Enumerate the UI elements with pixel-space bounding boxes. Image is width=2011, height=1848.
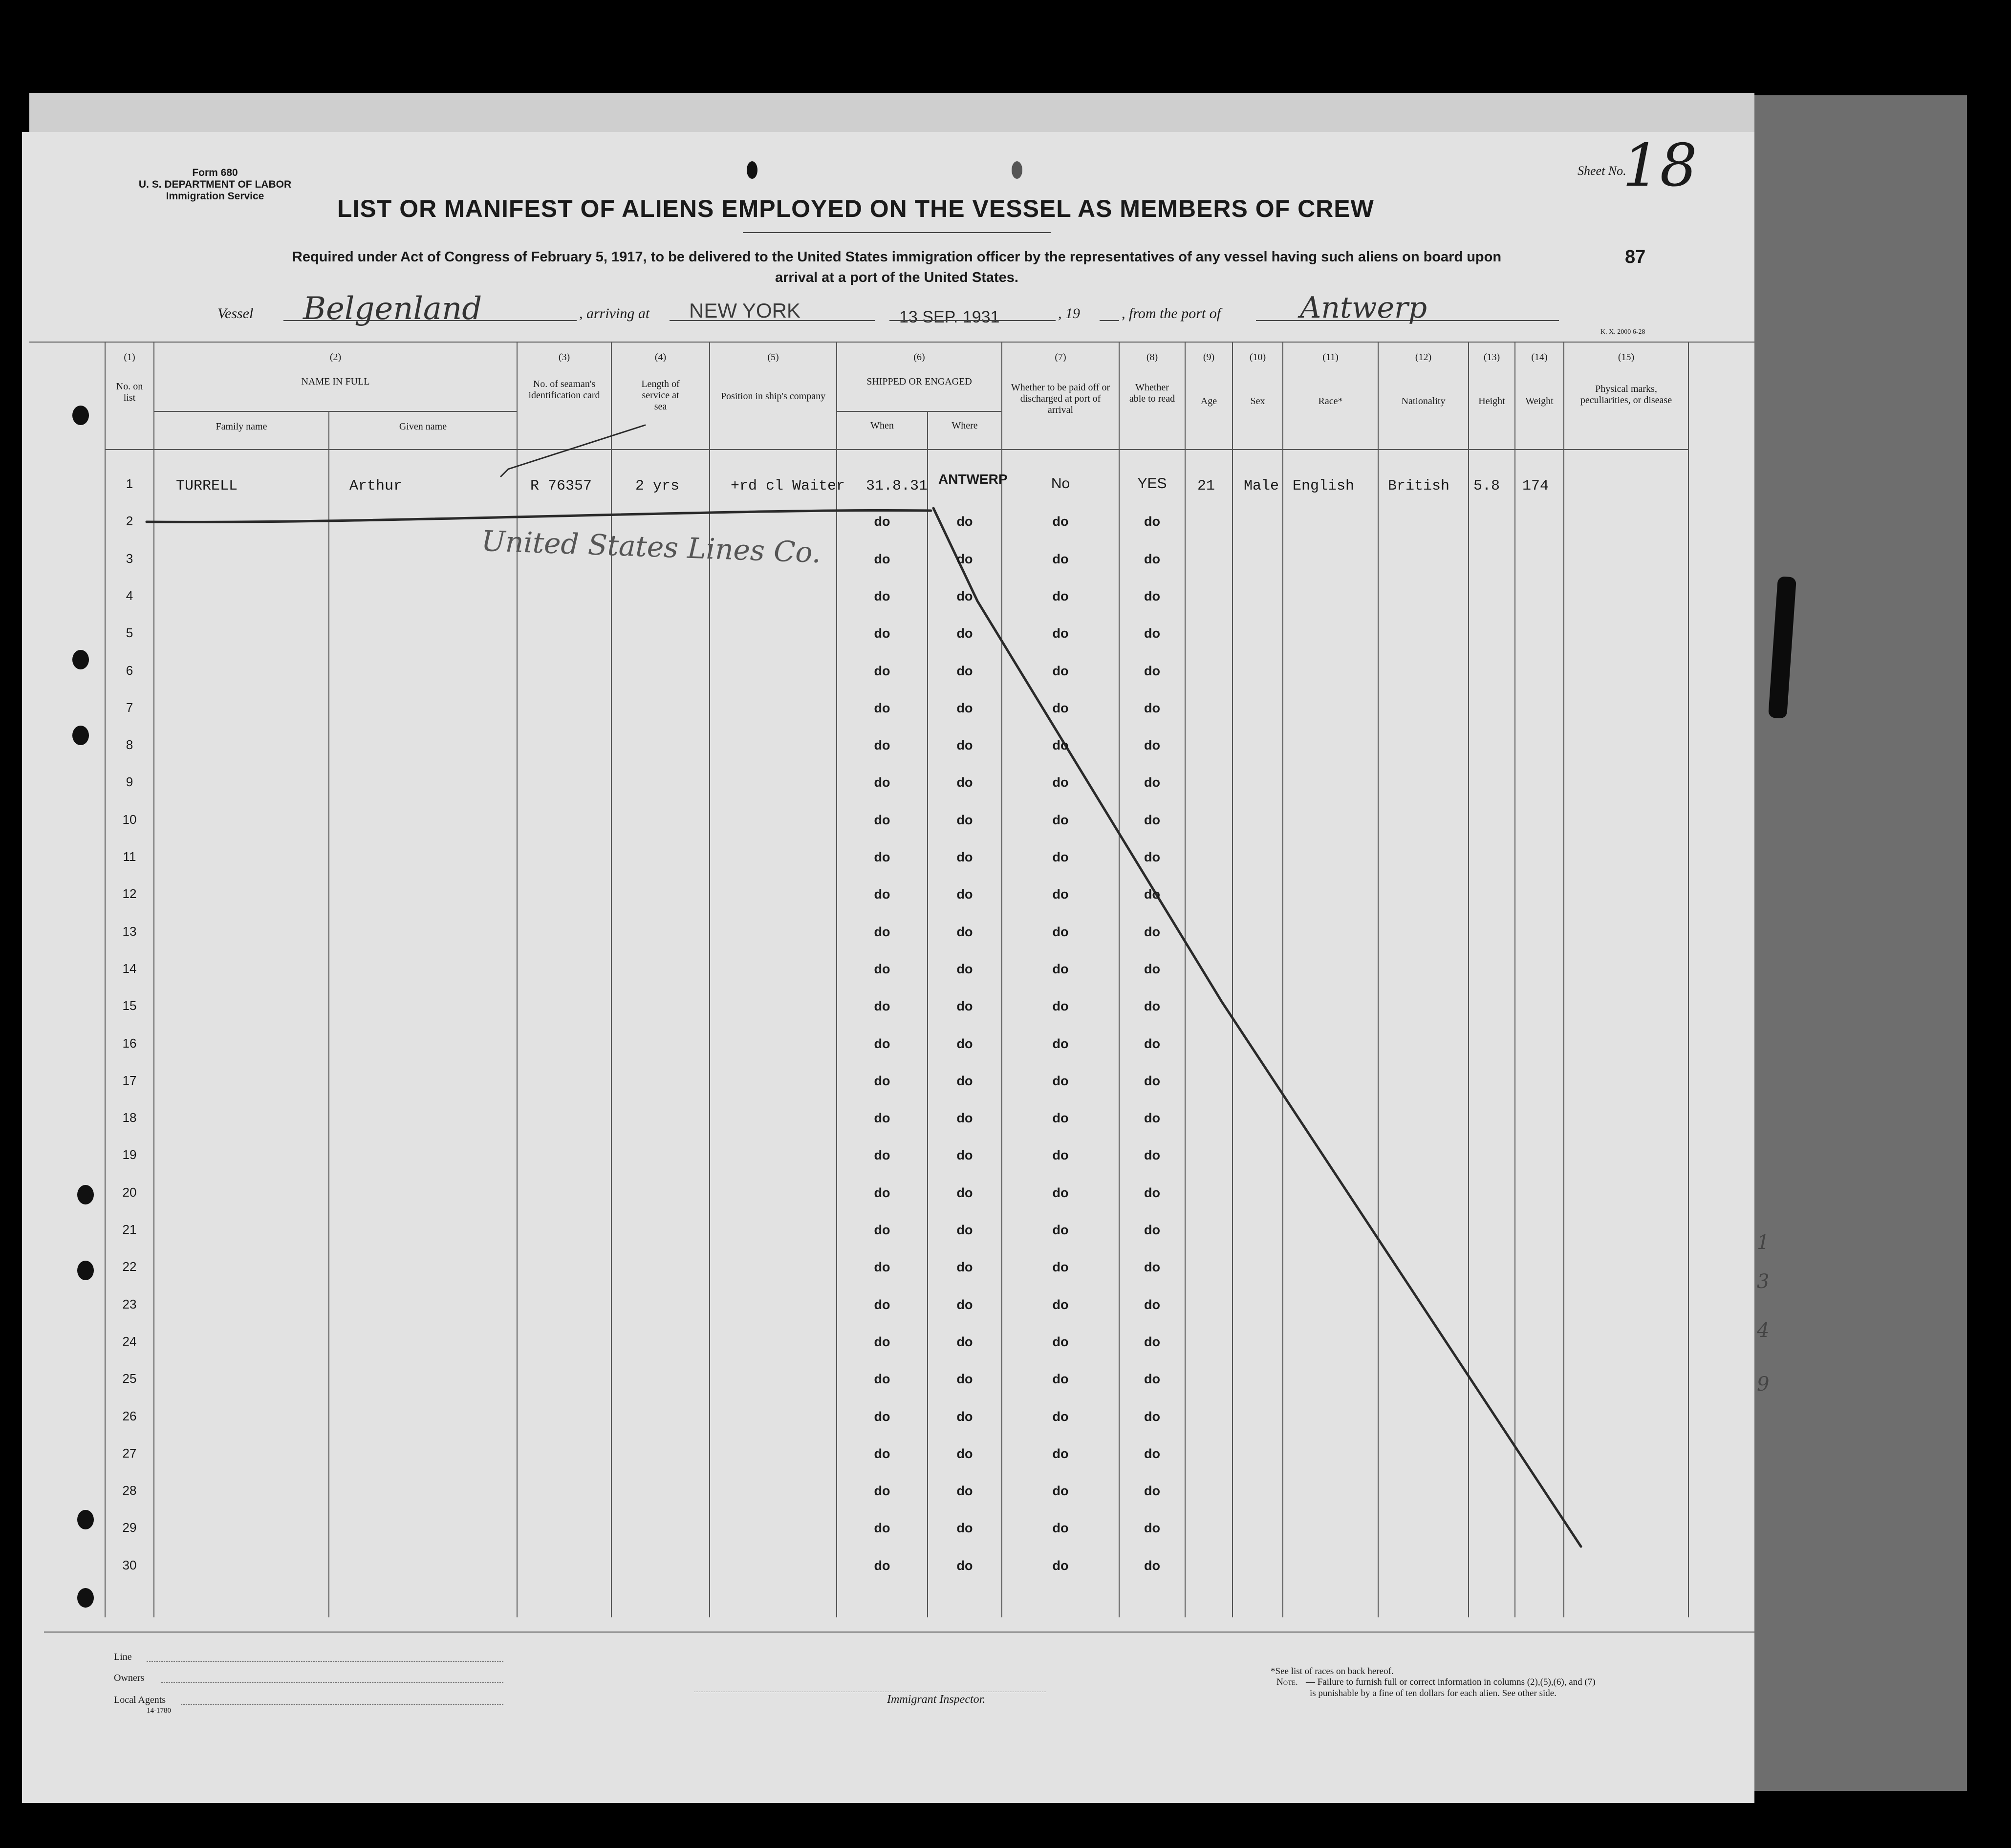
ditto-paid-off: do [1052,850,1069,864]
ditto-paid-off: do [1052,588,1069,603]
col-num-10: (10) [1249,352,1266,363]
ditto-where: do [956,738,973,753]
ditto-where: do [956,1446,973,1461]
ditto-read: do [1144,961,1160,976]
side-mark: 3 [1757,1270,1770,1293]
ditto-paid-off: do [1052,1036,1069,1051]
entry-race: English [1293,478,1355,494]
ditto-when: do [874,850,890,864]
col-num-6: (6) [913,352,925,363]
ditto-where: do [956,514,973,529]
ditto-paid-off: do [1052,1260,1069,1275]
col-num-15: (15) [1618,352,1635,363]
col-head-name: NAME IN FULL [301,376,370,387]
row-number: 21 [122,1222,137,1237]
ditto-where: do [956,1372,973,1387]
ditto-when: do [874,1521,890,1536]
ditto-when: do [874,738,890,753]
stamp-number: 87 [1625,247,1646,267]
col-num-2: (2) [329,352,342,363]
col-num-3: (3) [558,352,570,363]
ditto-when: do [874,626,890,641]
ditto-when: do [874,1446,890,1461]
ditto-paid-off: do [1052,514,1069,529]
col-head-height: Height [1478,396,1505,407]
row-number: 28 [122,1483,137,1498]
ditto-paid-off: do [1052,812,1069,827]
ditto-read: do [1144,1409,1160,1424]
print-code: K. X. 2000 6-28 [1600,328,1645,336]
ditto-read: do [1144,1334,1160,1349]
ditto-where: do [956,1223,973,1237]
ditto-paid-off: do [1052,1521,1069,1536]
ditto-read: do [1144,1446,1160,1461]
col-head-family-name: Family name [216,421,267,432]
row-number: 5 [126,625,133,641]
sheet-label: Sheet No. [1578,164,1626,178]
ditto-when: do [874,1483,890,1499]
col-head-position: Position in ship's company [720,391,826,402]
subtitle-line-1: Required under Act of Congress of February 5, 1917, to be delivered to the United States immigration officer by the representatives of any vessel having such aliens on board upon [292,249,1502,265]
row-number: 4 [126,588,133,603]
col-head-physical-marks: Physical marks, peculiarities, or disease [1580,384,1672,406]
ditto-read: do [1144,1297,1160,1312]
note-text-2: is punishable by a fine of ten dollars for each alien. See other side. [1310,1688,1557,1698]
local-agents-label: Local Agents [114,1695,166,1705]
ditto-read: do [1144,588,1160,603]
ditto-paid-off: do [1052,924,1069,939]
row-number: 18 [122,1110,137,1125]
agents-field [181,1704,503,1705]
ditto-read: do [1144,1372,1160,1387]
ditto-where: do [956,1148,973,1163]
ditto-where: do [956,1409,973,1424]
arrival-port: NEW YORK [689,299,800,322]
ditto-paid-off: do [1052,663,1069,678]
col-head-when: When [870,420,894,431]
line-label: Line [114,1652,132,1662]
row-number: 24 [122,1333,137,1349]
ditto-paid-off: do [1052,1334,1069,1349]
ditto-read: do [1144,775,1160,790]
ditto-read: do [1144,1036,1160,1051]
ditto-paid-off: do [1052,1073,1069,1088]
handwritten-annotation: United States Lines Co. [481,524,822,570]
ditto-where: do [956,700,973,715]
ditto-read: do [1144,1185,1160,1200]
from-port: Antwerp [1300,291,1427,325]
ditto-paid-off: do [1052,775,1069,790]
row-number: 25 [122,1371,137,1386]
ditto-where: do [956,850,973,864]
sheet-number: 18 [1622,132,1697,200]
row-number: 23 [122,1296,137,1311]
ditto-when: do [874,1409,890,1424]
ditto-when: do [874,551,890,566]
ditto-where: do [956,1073,973,1088]
ditto-read: do [1144,1558,1160,1573]
col-num-13: (13) [1483,352,1500,363]
row-number: 20 [122,1184,137,1200]
row-number: 10 [122,812,137,827]
ditto-where: do [956,1297,973,1312]
row-number: 29 [122,1520,137,1535]
col-num-12: (12) [1415,352,1432,363]
side-mark: 4 [1757,1319,1770,1342]
entry-position: +rd cl Waiter [731,478,845,494]
ditto-paid-off: do [1052,551,1069,566]
col-head-given-name: Given name [399,421,447,432]
ditto-where: do [956,961,973,976]
ditto-read: do [1144,1521,1160,1536]
row-number: 16 [122,1035,137,1051]
col-num-7: (7) [1055,352,1066,363]
from-label: , from the port of [1122,305,1221,322]
ditto-paid-off: do [1052,1111,1069,1126]
col-num-14: (14) [1531,352,1548,363]
row-number: 11 [123,849,136,864]
races-note: *See list of races on back hereof. [1271,1666,1394,1676]
service-name: Immigration Service [166,191,264,202]
ditto-read: do [1144,924,1160,939]
row-number: 26 [122,1408,137,1423]
line-field [147,1661,503,1662]
ditto-where: do [956,1185,973,1200]
ditto-where: do [956,663,973,678]
ditto-where: do [956,1260,973,1275]
ditto-read: do [1144,551,1160,566]
ditto-read: do [1144,1260,1160,1275]
col-head-race: Race* [1318,396,1343,407]
ditto-read: do [1144,1148,1160,1163]
ditto-when: do [874,1372,890,1387]
ditto-where: do [956,1036,973,1051]
ditto-where: do [956,775,973,790]
ditto-when: do [874,1223,890,1237]
ditto-when: do [874,1036,890,1051]
entry-family-name: TURRELL [176,478,238,494]
row-number: 2 [126,514,133,529]
col-head-nationality: Nationality [1401,396,1446,407]
col-head-weight: Weight [1525,396,1554,407]
ditto-paid-off: do [1052,1372,1069,1387]
ditto-when: do [874,1558,890,1573]
note-label: Note. [1276,1677,1298,1687]
col-head-age: Age [1200,396,1217,407]
ditto-where: do [956,588,973,603]
date-stamp: 13 SEP. 1931 [899,308,1000,326]
ditto-read: do [1144,514,1160,529]
entry-age: 21 [1197,478,1215,494]
side-mark: 1 [1757,1231,1770,1254]
ditto-read: do [1144,1483,1160,1499]
ditto-read: do [1144,812,1160,827]
ditto-where: do [956,1483,973,1499]
entry-nationality: British [1388,478,1450,494]
ditto-read: do [1144,626,1160,641]
ditto-paid-off: do [1052,1223,1069,1237]
entry-sex: Male [1244,478,1279,494]
inspector-label: Immigrant Inspector. [887,1693,986,1706]
col-num-9: (9) [1203,352,1215,363]
ditto-read: do [1144,700,1160,715]
row-number: 15 [122,998,137,1013]
row-number: 1 [126,476,133,491]
owners-label: Owners [114,1673,145,1683]
row-number: 19 [122,1147,137,1162]
ditto-when: do [874,700,890,715]
ditto-paid-off: do [1052,1148,1069,1163]
ditto-paid-off: do [1052,738,1069,753]
form-number: Form 680 [192,167,238,178]
row-number: 3 [126,551,133,566]
ditto-when: do [874,1185,890,1200]
vessel-name: Belgenland [303,291,482,327]
col-head-shipped: SHIPPED OR ENGAGED [866,376,972,387]
entry-id-card: R 76357 [530,478,592,494]
ditto-paid-off: do [1052,1446,1069,1461]
ditto-paid-off: do [1052,1409,1069,1424]
col-num-1: (1) [124,352,135,363]
ditto-read: do [1144,663,1160,678]
ditto-where: do [956,1558,973,1573]
ditto-when: do [874,1073,890,1088]
ditto-when: do [874,1111,890,1126]
row-number: 8 [126,737,133,752]
subtitle-line-2: arrival at a port of the United States. [775,270,1018,285]
entry-when: 31.8.31 [866,478,928,494]
ditto-paid-off: do [1052,1185,1069,1200]
page-title: LIST OR MANIFEST OF ALIENS EMPLOYED ON THE VESSEL AS MEMBERS OF CREW [337,195,1374,222]
year-label: , 19 [1058,305,1080,322]
row-number: 30 [122,1557,137,1572]
ditto-when: do [874,1148,890,1163]
row-number: 12 [122,886,137,902]
ditto-when: do [874,812,890,827]
col-head-id-card: No. of seaman's identification card [528,379,600,401]
ditto-paid-off: do [1052,961,1069,976]
arriving-label: , arriving at [579,305,650,322]
entry-paid-off: No [1051,475,1070,492]
ditto-where: do [956,812,973,827]
ditto-where: do [956,1521,973,1536]
ditto-when: do [874,999,890,1014]
col-head-sex: Sex [1250,396,1265,407]
entry-read: YES [1137,475,1167,492]
ditto-read: do [1144,1111,1160,1126]
ditto-paid-off: do [1052,1297,1069,1312]
ditto-paid-off: do [1052,1483,1069,1499]
form-code: 14-1780 [147,1707,171,1715]
col-head-service: Length of service at sea [641,379,680,412]
ditto-paid-off: do [1052,1558,1069,1573]
note-text-1: — Failure to furnish full or correct information in columns (2),(5),(6), and (7) [1306,1677,1596,1687]
col-head-where: Where [951,420,978,431]
vessel-label: Vessel [217,305,254,322]
col-num-8: (8) [1146,352,1158,363]
ditto-where: do [956,626,973,641]
ditto-where: do [956,924,973,939]
ditto-when: do [874,1334,890,1349]
ditto-when: do [874,588,890,603]
col-head-read: Whether able to read [1129,382,1175,404]
entry-given-name: Arthur [349,478,403,494]
entry-service: 2 yrs [635,478,680,494]
owners-field [161,1682,503,1683]
ditto-read: do [1144,999,1160,1014]
side-mark: 9 [1757,1373,1770,1396]
ditto-when: do [874,514,890,529]
ditto-when: do [874,887,890,902]
col-head-paid-off: Whether to be paid off or discharged at port of arrival [1011,382,1110,415]
ditto-when: do [874,1297,890,1312]
ditto-where: do [956,1334,973,1349]
row-number: 6 [126,663,133,678]
ditto-when: do [874,1260,890,1275]
ditto-when: do [874,924,890,939]
col-num-11: (11) [1322,352,1339,363]
ditto-where: do [956,887,973,902]
ditto-where: do [956,1111,973,1126]
row-number: 9 [126,774,133,790]
ditto-paid-off: do [1052,999,1069,1014]
ditto-read: do [1144,887,1160,902]
ditto-read: do [1144,738,1160,753]
row-number: 27 [122,1445,137,1461]
ditto-when: do [874,961,890,976]
ditto-read: do [1144,1223,1160,1237]
ditto-paid-off: do [1052,700,1069,715]
row-number: 7 [126,700,133,715]
ditto-when: do [874,663,890,678]
ditto-paid-off: do [1052,887,1069,902]
entry-where: ANTWERP [938,472,1008,487]
col-num-5: (5) [767,352,779,363]
ditto-read: do [1144,850,1160,864]
ditto-when: do [874,775,890,790]
row-number: 22 [122,1259,137,1274]
row-number: 14 [122,961,137,976]
ditto-paid-off: do [1052,626,1069,641]
ditto-read: do [1144,1073,1160,1088]
department: U. S. DEPARTMENT OF LABOR [138,179,292,190]
ditto-where: do [956,999,973,1014]
col-head-no: No. on list [116,381,143,403]
entry-weight: 174 [1522,478,1549,494]
col-num-4: (4) [654,352,667,363]
row-number: 13 [122,924,137,939]
entry-height: 5.8 [1473,478,1500,494]
ditto-where: do [956,551,973,566]
row-number: 17 [122,1073,137,1088]
